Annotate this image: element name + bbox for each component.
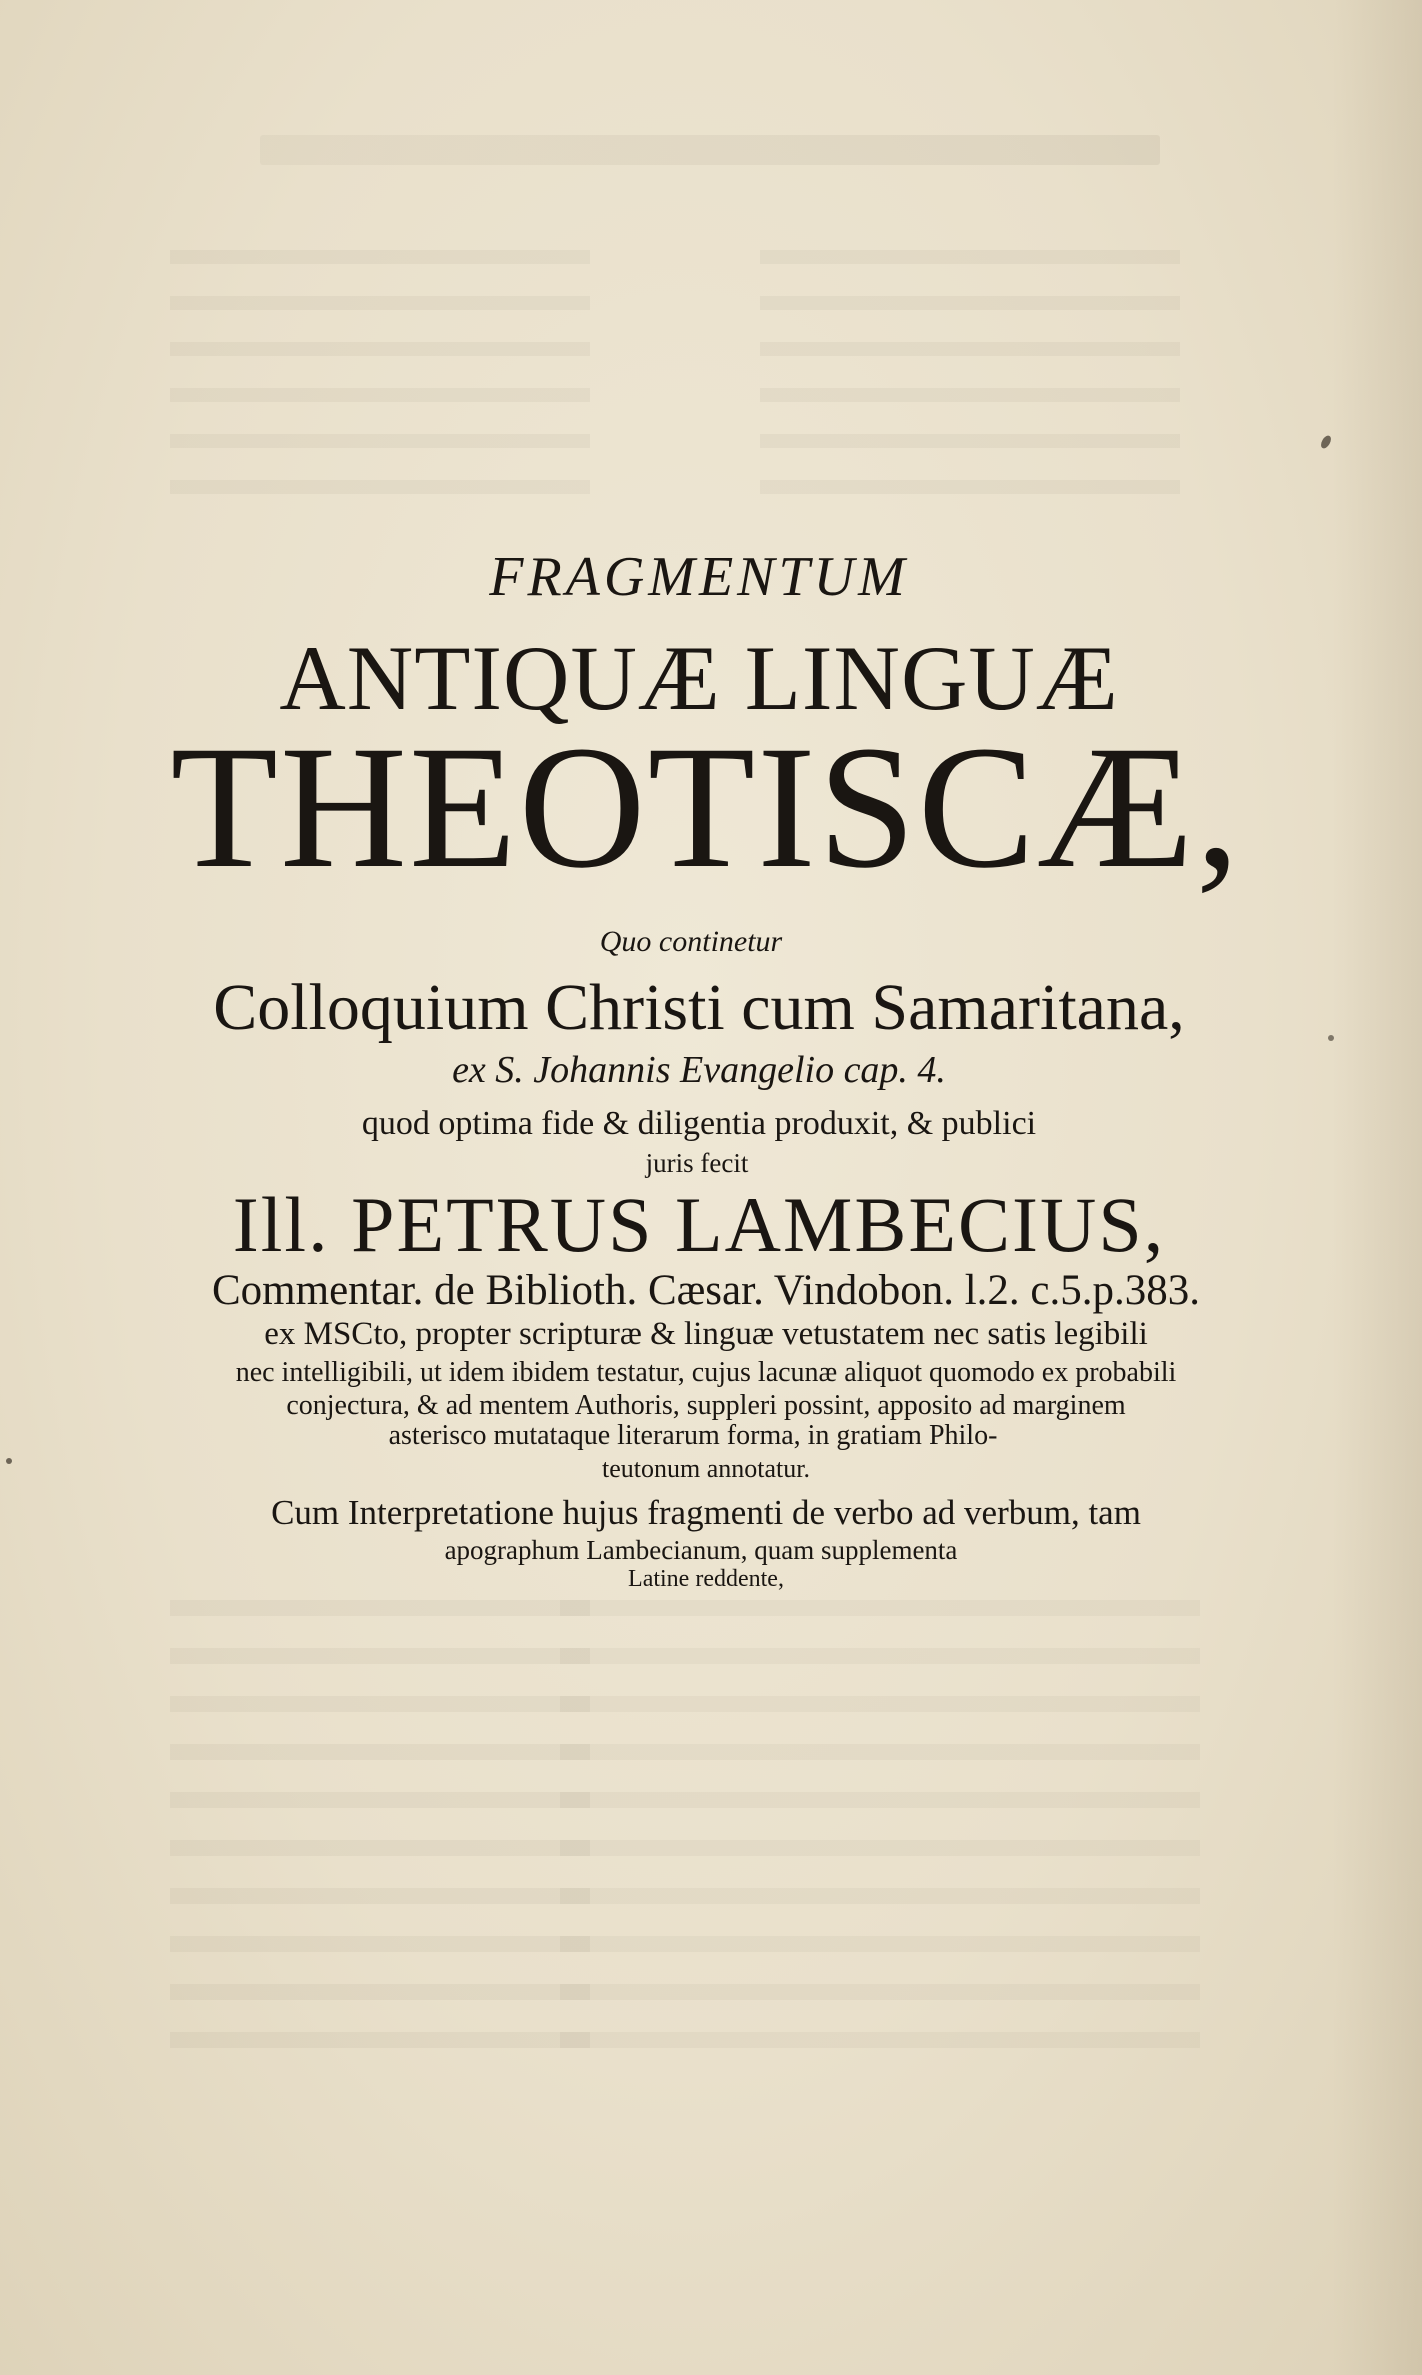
interpretation-line-1: Cum Interpretatione hujus fragmenti de verbo ad verbum, tam	[271, 1493, 1141, 1532]
description-line-5: teutonum annotatur.	[602, 1454, 810, 1483]
author-name: Ill. PETRUS LAMBECIUS,	[232, 1181, 1166, 1268]
interpretation-line-2: apographum Lambecianum, quam supplementa	[444, 1535, 958, 1565]
description-line-1: ex MSCto, propter scripturæ & linguæ vetustatem nec satis legibili	[264, 1316, 1148, 1352]
evangelio-line: ex S. Johannis Evangelio cap. 4.	[452, 1049, 946, 1091]
quo-continetur: Quo continetur	[599, 925, 783, 958]
paper-speck	[6, 1458, 12, 1464]
title-theotiscae: THEOTISCÆ,	[170, 710, 1242, 905]
title-fragmentum: FRAGMENTUM	[489, 546, 909, 608]
juris-fecit-line: juris fecit	[645, 1148, 749, 1178]
interpretation-line-3: Latine reddente,	[628, 1566, 784, 1592]
description-line-2: nec intelligibili, ut idem ibidem testatur, cujus lacunæ aliquot quomodo ex probabili	[235, 1357, 1177, 1388]
commentar-reference: Commentar. de Biblioth. Cæsar. Vindobon. l.2. c.5.p.383.	[212, 1267, 1200, 1314]
paper-speck	[1328, 1035, 1334, 1041]
produxit-line: quod optima fide & diligentia produxit, & publici	[361, 1105, 1037, 1142]
description-line-3: conjectura, & ad mentem Authoris, suppleri possint, apposito ad marginem	[286, 1390, 1126, 1421]
title-antiquae-linguae: ANTIQUÆ LINGUÆ	[279, 627, 1119, 729]
colloquium-line: Colloquium Christi cum Samaritana,	[213, 971, 1185, 1044]
description-line-4: asterisco mutataque literarum forma, in gratiam Philo-	[388, 1420, 998, 1451]
